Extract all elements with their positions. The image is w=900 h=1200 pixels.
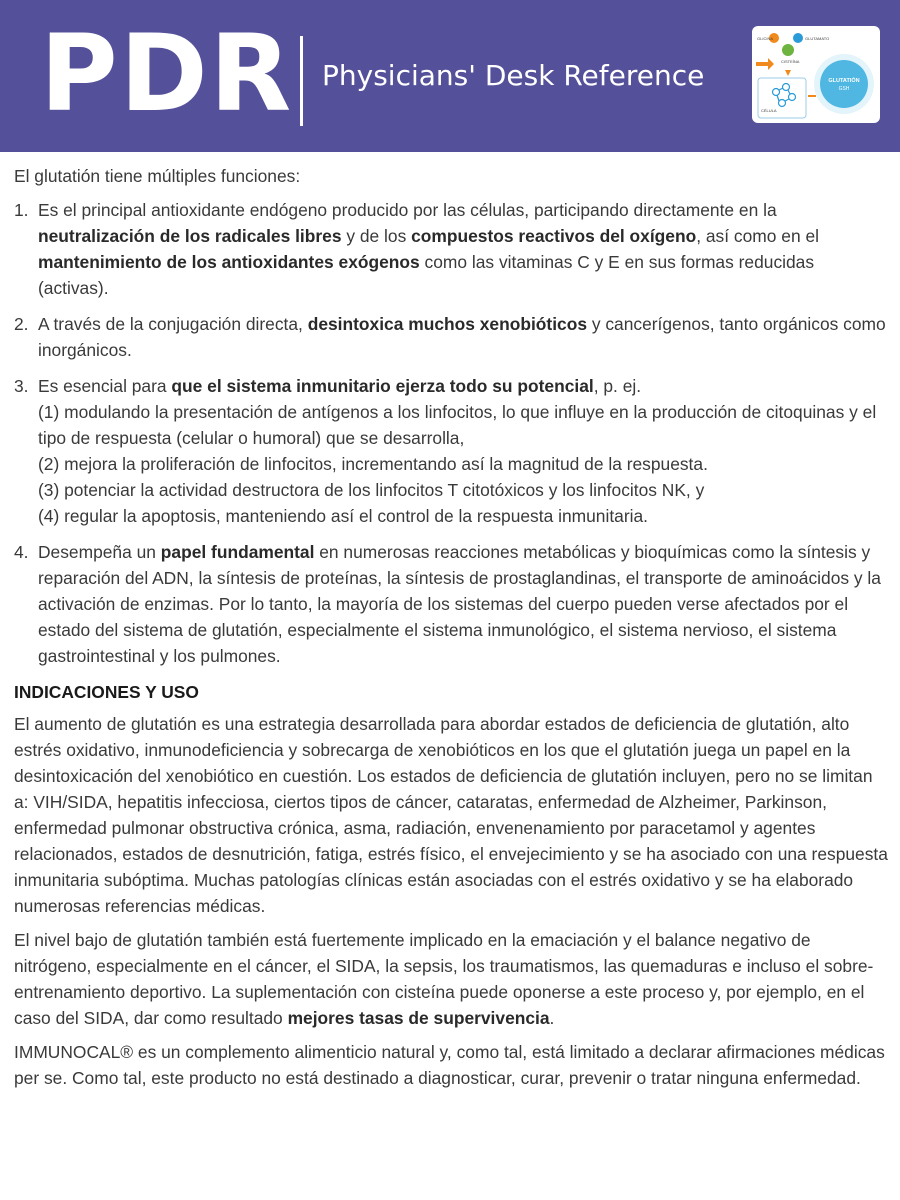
header-subtitle: Physicians' Desk Reference xyxy=(322,59,705,92)
sub-item: (4) regular la apoptosis, manteniendo así el control de la respuesta inmunitaria. xyxy=(38,506,648,526)
pdr-logo: PDR xyxy=(40,12,294,135)
list-number: 2. xyxy=(14,314,29,334)
paragraph: El aumento de glutatión es una estrategia desarrollada para abordar estados de deficiencia de glutatión, alto estrés oxidativo, inmunodeficiencia y sobrecarga de xenobióticos en los que el glutatión juega un papel en la desintoxicación del xenobiótico en cuestión. Los estados de deficiencia de glutatión incluyen, pero no se limitan a: VIH/SIDA, hepatitis infecciosa, ciertos tipos de cáncer, cataratas, enfermedad de Alzheimer, Parkinson, enfermedad pulmonar obstructiva crónica, asma, radiación, envenenamiento por paracetamol y agentes relacionados, estados de desnutrición, fatiga, estrés físico, el envejecimiento y se ha asociado con una respuesta inmunitaria subóptima. Muchas patologías clínicas están asociadas con el estrés oxidativo y se ha elaborado numerosas referencias médicas. xyxy=(14,714,888,916)
glutathione-diagram xyxy=(752,26,880,123)
list-text: como las vitaminas C y E en sus formas reducidas (activas). xyxy=(38,252,815,298)
section-heading: INDICACIONES Y USO xyxy=(14,682,199,702)
list-item xyxy=(14,311,888,363)
functions-list xyxy=(14,197,888,669)
list-bold: neutralización de los radicales libres xyxy=(38,226,342,246)
paragraph-text: El nivel bajo de glutatión también está fuertemente implicado en la emaciación y el balance negativo de nitrógeno, especialmente en el cáncer, el SIDA, la sepsis, los traumatismos, las quemaduras e incluso el sobre-entrenamiento deportivo. La suplementación con cisteína puede oponerse a este proceso y, por ejemplo, en el caso del SIDA, dar como resultado xyxy=(14,930,874,1028)
diagram-label-cisteina: CISTEÍNA xyxy=(781,59,800,64)
list-bold: desintoxica muchos xenobióticos xyxy=(307,314,587,334)
document-body xyxy=(14,163,888,1099)
paragraph-bold: mejores tasas de supervivencia xyxy=(287,1008,550,1028)
list-item xyxy=(14,539,888,669)
list-text: Desempeña un xyxy=(38,542,161,562)
disclaimer-paragraph: IMMUNOCAL® es un complemento alimenticio natural y, como tal, está limitado a declarar afirmaciones médicas per se. Como tal, este producto no está destinado a diagnosticar, curar, prevenir o tratar ninguna enfermedad. xyxy=(14,1042,885,1088)
list-text: en numerosas reacciones metabólicas y bioquímicas como la síntesis y reparación del ADN, la síntesis de proteínas, la síntesis de prostaglandinas, el transporte de aminoácidos y la activación de enzimas. Por lo tanto, la mayoría de los sistemas del cuerpo pueden verse afectados por el estado del sistema de glutatión, especialmente el sistema inmunológico, el sistema nervioso, el sistema gastrointestinal y los pulmones. xyxy=(38,542,881,666)
diagram-label-glutation: GLUTATIÓN xyxy=(828,78,860,84)
list-text: , p. ej. xyxy=(593,376,642,396)
list-text: y de los xyxy=(341,226,412,246)
sub-item: (1) modulando la presentación de antígenos a los linfocitos, lo que influye en la producción de citoquinas y el tipo de respuesta (celular o humoral) que se desarrolla, xyxy=(38,402,877,448)
sub-item: (2) mejora la proliferación de linfocitos, incrementando así la magnitud de la respuesta. xyxy=(38,454,708,474)
glutathione-circle xyxy=(820,60,868,108)
list-number: 3. xyxy=(14,376,29,396)
diagram-label-glutamato: GLUTAMATO xyxy=(805,36,830,41)
list-item xyxy=(14,373,888,529)
list-text: , así como en el xyxy=(696,226,819,246)
glutamato-dot xyxy=(793,33,803,43)
list-bold: compuestos reactivos del oxígeno xyxy=(411,226,697,246)
paragraph-text: . xyxy=(549,1008,555,1028)
arrow-icon xyxy=(756,58,774,70)
list-text: Es esencial para xyxy=(38,376,172,396)
list-bold: que el sistema inmunitario ejerza todo su potencial xyxy=(171,376,594,396)
diagram-label-glicina: GLICINA xyxy=(757,36,774,41)
paragraph xyxy=(14,927,888,1031)
header-divider xyxy=(300,36,303,126)
diagram-label-celula: CÉLULA xyxy=(761,108,777,113)
cisteina-dot xyxy=(782,44,794,56)
intro-text: El glutatión tiene múltiples funciones: xyxy=(14,166,301,186)
sub-item: (3) potenciar la actividad destructora de los linfocitos T citotóxicos y los linfocitos NK, y xyxy=(38,480,705,500)
list-item xyxy=(14,197,888,301)
header-banner xyxy=(0,0,900,152)
arrow-down-icon xyxy=(785,70,791,76)
list-bold: mantenimiento de los antioxidantes exógenos xyxy=(38,252,420,272)
list-text: Es el principal antioxidante endógeno producido por las células, participando directamente en la xyxy=(38,200,777,220)
list-number: 4. xyxy=(14,542,29,562)
diagram-label-gsh: GSH xyxy=(838,86,850,92)
list-text: y cancerígenos, tanto orgánicos como inorgánicos. xyxy=(38,314,886,360)
list-bold: papel fundamental xyxy=(160,542,315,562)
list-text: A través de la conjugación directa, xyxy=(38,314,308,334)
list-number: 1. xyxy=(14,200,29,220)
